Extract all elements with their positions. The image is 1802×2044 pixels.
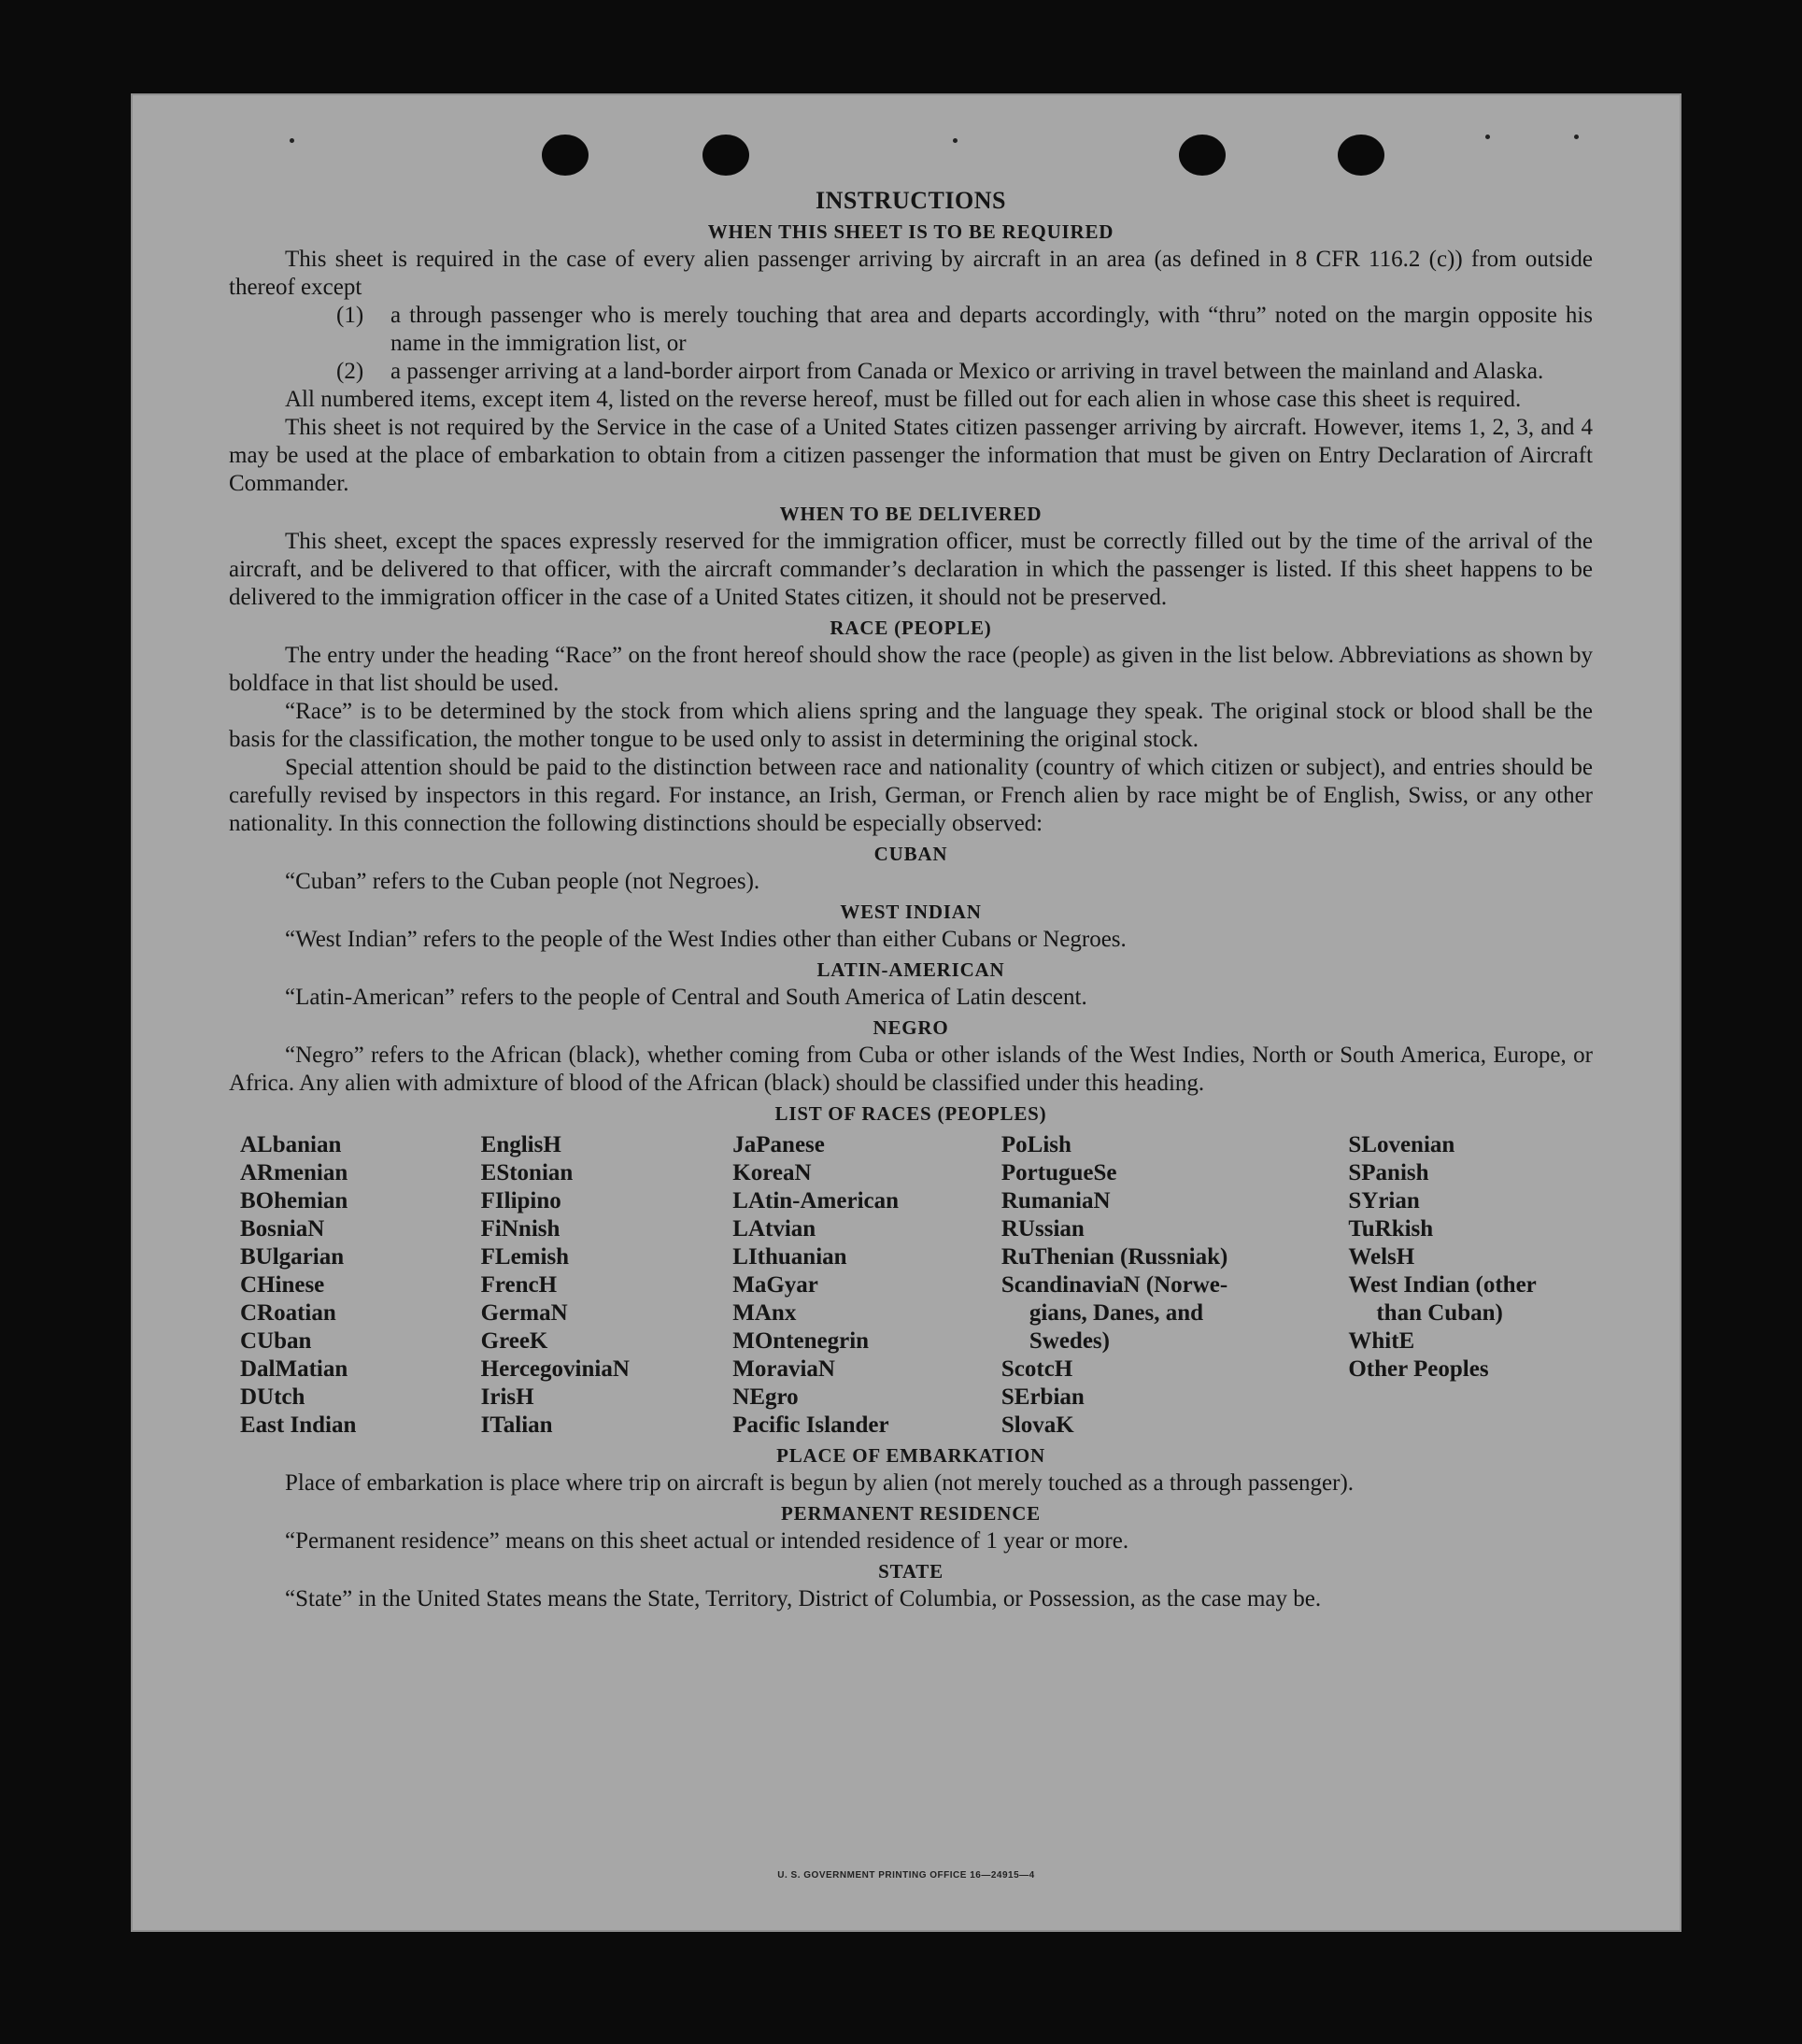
race-entry: SErbian — [1000, 1384, 1085, 1410]
race-entry: ScotcH — [1000, 1356, 1073, 1382]
race-entry: DalMatian — [240, 1356, 348, 1382]
section-heading: RACE (PEOPLE) — [830, 617, 992, 639]
paragraph: The entry under the heading “Race” on the front hereof should show the race (people) as given in the list below. Abbreviations as shown by boldface in that list should be used. — [229, 643, 1593, 696]
races-column — [1348, 1131, 1593, 1440]
paragraph: “West Indian” refers to the people of the West Indies other than either Cubans or Negroes. — [285, 927, 1127, 952]
dust-speck — [953, 138, 958, 143]
race-entry: PoLish — [1000, 1132, 1071, 1157]
race-entry: KoreaN — [732, 1160, 812, 1185]
race-entry: ALbanian — [240, 1132, 342, 1157]
paragraph: This sheet is not required by the Service in the case of a United States citizen passenger arriving by aircraft. However, items 1, 2, 3, and 4 may be used at the place of embarkation to obtain from a citizen passenger the information that must be given on Entry Declaration of Aircraft Commander. — [229, 415, 1593, 496]
races-column — [732, 1131, 1001, 1440]
race-entry: MOntenegrin — [732, 1328, 870, 1354]
race-entry: CHinese — [240, 1272, 325, 1298]
punch-hole — [542, 135, 589, 176]
race-entry: gians, Danes, and — [1029, 1300, 1204, 1326]
paragraph: Special attention should be paid to the distinction between race and nationality (country of which citizen or subject), and entries should be carefully revised by inspectors in this regard. For instance, an Irish, German, or French alien by race might be of English, Swiss, or any other nationality. In this connection the following distinctions should be especially observed: — [229, 755, 1593, 836]
race-entry: MoraviaN — [732, 1356, 835, 1382]
race-entry: FiNnish — [480, 1216, 560, 1242]
instructions-body — [229, 187, 1593, 1613]
race-entry: MaGyar — [732, 1272, 818, 1298]
race-entry: BOhemian — [240, 1188, 348, 1214]
section-heading: WHEN THIS SHEET IS TO BE REQUIRED — [707, 220, 1114, 243]
race-entry: LAtin-American — [732, 1188, 900, 1214]
race-entry: JaPanese — [732, 1132, 825, 1157]
section-heading: CUBAN — [873, 843, 948, 865]
race-entry: DUtch — [240, 1384, 305, 1410]
race-entry: SLovenian — [1348, 1132, 1455, 1157]
race-entry: CUban — [240, 1328, 312, 1354]
races-column — [1001, 1131, 1348, 1440]
punch-hole — [702, 135, 749, 176]
race-entry: SYrian — [1348, 1188, 1420, 1214]
race-entry: Other Peoples — [1348, 1356, 1489, 1382]
dust-speck — [290, 138, 294, 143]
race-entry: GreeK — [480, 1328, 548, 1354]
paragraph: “Permanent residence” means on this sheet actual or intended residence of 1 year or more. — [285, 1528, 1129, 1554]
list-item: (1) a through passenger who is merely touching that area and departs accordingly, with “thru” noted on the margin opposite his name in the immigration list, or — [336, 303, 1593, 356]
paragraph: This sheet, except the spaces expressly reserved for the immigration officer, must be correctly filled out by the time of the arrival of the aircraft, and be delivered to that officer, with the aircraft commander’s declaration in which the passenger is listed. If this sheet happens to be delivered to the immigration officer in the case of a United States citizen, it should not be preserved. — [229, 529, 1593, 610]
paragraph: “Negro” refers to the African (black), whether coming from Cuba or other islands of the West Indies, North or South America, Europe, or Africa. Any alien with admixture of blood of the African (black) should be classified under this heading. — [229, 1043, 1593, 1096]
race-entry: CRoatian — [240, 1300, 336, 1326]
race-entry: WhitE — [1348, 1328, 1415, 1354]
race-entry: East Indian — [240, 1412, 357, 1438]
race-entry: EnglisH — [480, 1132, 561, 1157]
section-heading: LATIN-AMERICAN — [816, 958, 1005, 981]
race-entry: SlovaK — [1000, 1412, 1074, 1438]
race-entry: MAnx — [732, 1300, 797, 1326]
race-entry: EStonian — [480, 1160, 574, 1185]
paragraph: “Race” is to be determined by the stock from which aliens spring and the language they speak. The original stock or blood shall be the basis for the classification, the mother tongue to be used only to assist in determining the original stock. — [229, 699, 1593, 752]
race-entry: Swedes) — [1029, 1328, 1110, 1354]
race-entry: BosniaN — [240, 1216, 325, 1242]
instruction-sheet — [131, 93, 1681, 1932]
races-column — [481, 1131, 733, 1440]
race-entry: WelsH — [1348, 1244, 1415, 1270]
race-entry: FIlipino — [480, 1188, 561, 1214]
race-entry: Pacific Islander — [732, 1412, 889, 1438]
dust-speck — [1574, 135, 1579, 139]
punch-hole — [1338, 135, 1384, 176]
race-entry: RuThenian (Russniak) — [1000, 1244, 1228, 1270]
race-entry: BUlgarian — [240, 1244, 345, 1270]
page-title: INSTRUCTIONS — [816, 187, 1006, 214]
paragraph: All numbered items, except item 4, listed on the reverse hereof, must be filled out for each alien in whose case this sheet is required. — [285, 387, 1522, 412]
dust-speck — [1485, 135, 1490, 139]
race-entry: LIthuanian — [732, 1244, 847, 1270]
race-entry: ITalian — [480, 1412, 553, 1438]
paragraph: “State” in the United States means the State, Territory, District of Columbia, or Possession, as the case may be. — [285, 1586, 1322, 1611]
section-heading: WEST INDIAN — [840, 901, 982, 923]
section-heading: WHEN TO BE DELIVERED — [779, 503, 1043, 525]
race-entry: SPanish — [1348, 1160, 1429, 1185]
section-heading: LIST OF RACES (PEOPLES) — [774, 1102, 1047, 1125]
race-entry: FrencH — [480, 1272, 558, 1298]
section-heading: NEGRO — [873, 1016, 949, 1039]
printer-imprint: U. S. GOVERNMENT PRINTING OFFICE 16—24915—4 — [777, 1870, 1035, 1881]
race-entry: NEgro — [732, 1384, 799, 1410]
races-list — [240, 1131, 1593, 1440]
race-entry: West Indian (other — [1348, 1272, 1537, 1298]
race-entry: HercegoviniaN — [480, 1356, 630, 1382]
race-entry: LAtvian — [732, 1216, 816, 1242]
list-item: (2) a passenger arriving at a land-border airport from Canada or Mexico or arriving in travel between the mainland and Alaska. — [336, 359, 1544, 384]
race-entry: ARmenian — [240, 1160, 348, 1185]
races-column — [240, 1131, 481, 1440]
paragraph: “Latin-American” refers to the people of Central and South America of Latin descent. — [285, 985, 1087, 1010]
race-entry: RUssian — [1000, 1216, 1085, 1242]
paragraph: Place of embarkation is place where trip on aircraft is begun by alien (not merely touched as a through passenger). — [285, 1470, 1355, 1496]
race-entry: PortugueSe — [1000, 1160, 1117, 1185]
race-entry: than Cuban) — [1376, 1300, 1503, 1326]
race-entry: RumaniaN — [1000, 1188, 1111, 1214]
race-entry: ScandinaviaN (Norwe- — [1000, 1272, 1228, 1298]
section-heading: PERMANENT RESIDENCE — [781, 1502, 1041, 1525]
section-heading: PLACE OF EMBARKATION — [776, 1444, 1045, 1467]
race-entry: FLemish — [480, 1244, 570, 1270]
paragraph: This sheet is required in the case of every alien passenger arriving by aircraft in an area (as defined in 8 CFR 116.2 (c)) from outside thereof except — [229, 247, 1593, 300]
section-heading: STATE — [878, 1560, 944, 1583]
race-entry: GermaN — [480, 1300, 568, 1326]
paragraph: “Cuban” refers to the Cuban people (not Negroes). — [285, 869, 760, 894]
punch-hole — [1179, 135, 1226, 176]
race-entry: IrisH — [480, 1384, 534, 1410]
race-entry: TuRkish — [1348, 1216, 1434, 1242]
